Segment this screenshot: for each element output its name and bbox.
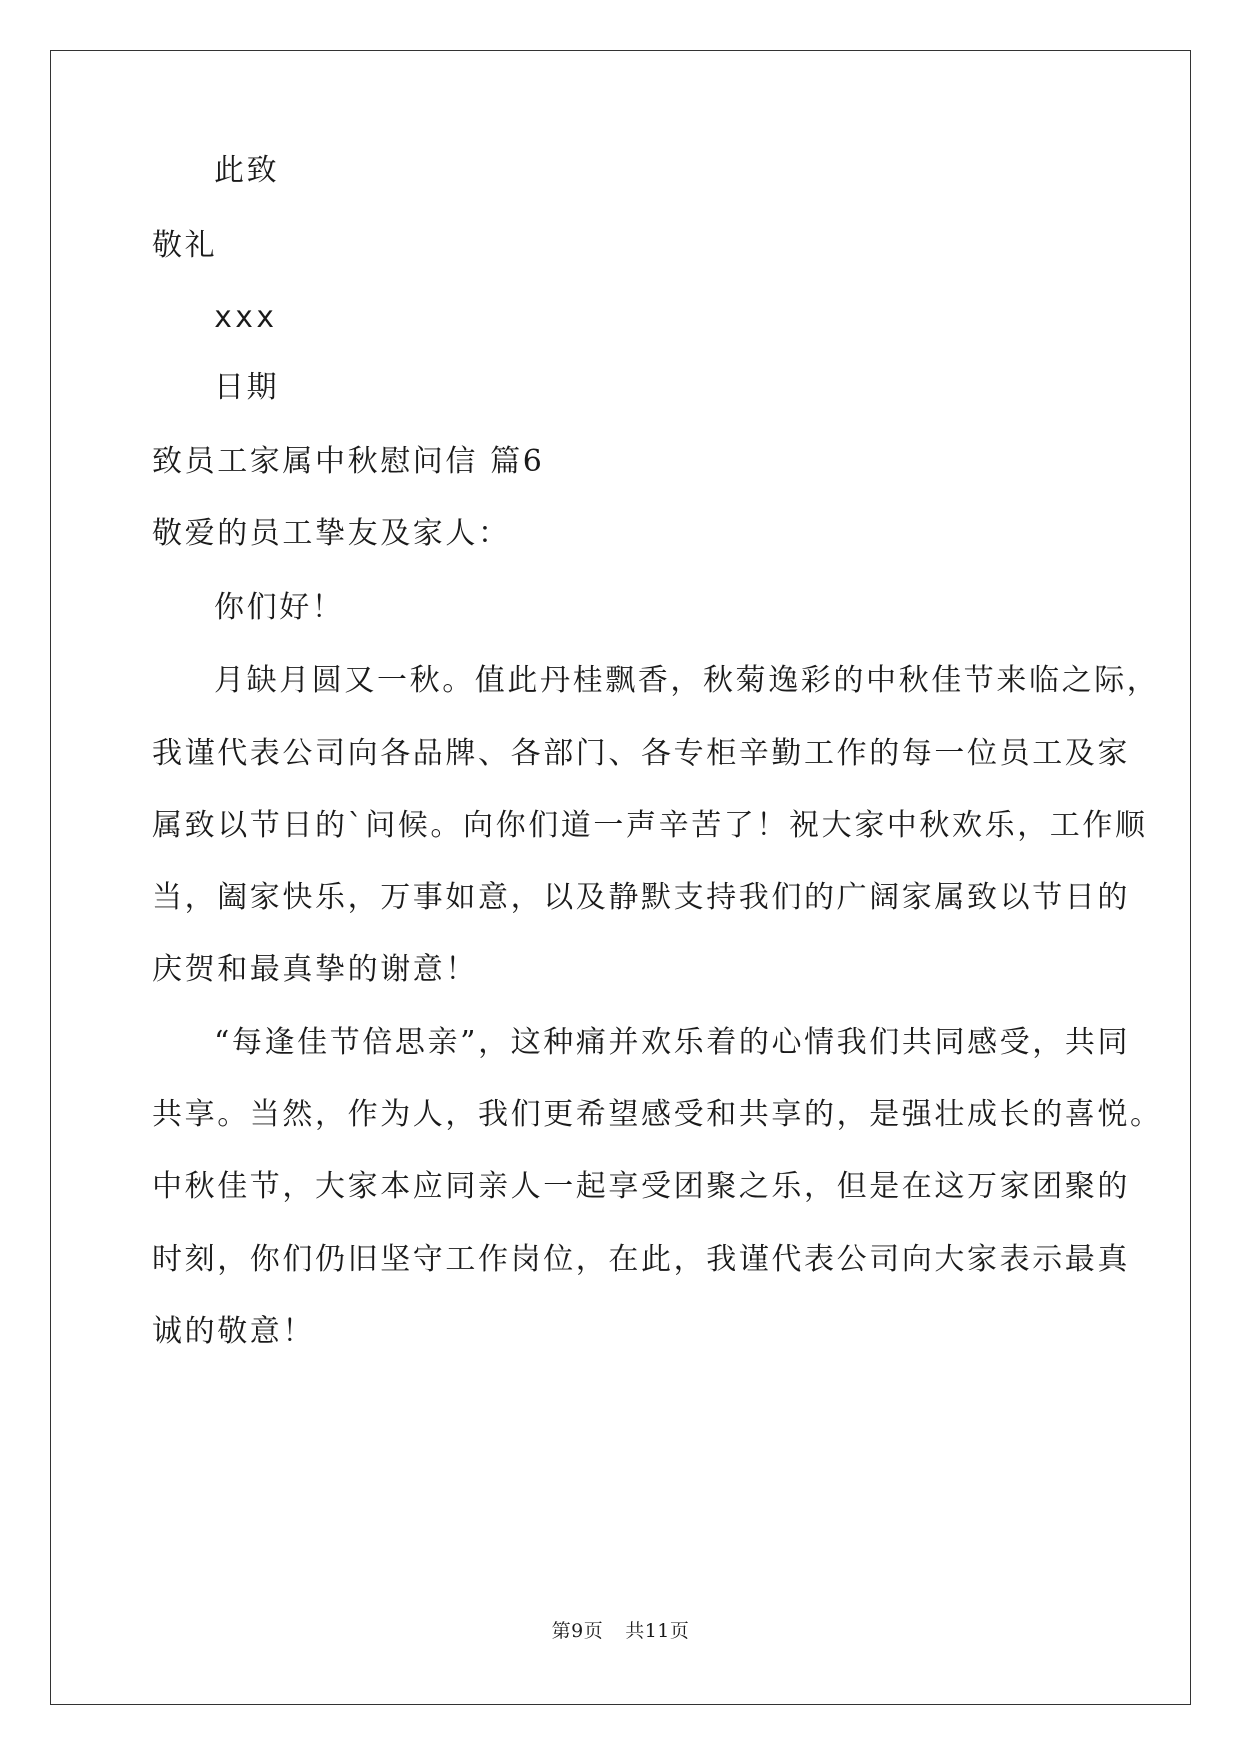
- paragraph-line: 中秋佳节，大家本应同亲人一起享受团聚之乐，但是在这万家团聚的: [152, 1169, 1130, 1204]
- paragraph-line: “每逢佳节倍思亲”，这种痛并欢乐着的心情我们共同感受，共同: [214, 1025, 1131, 1060]
- page-total: 共11页: [625, 1620, 690, 1642]
- paragraph-line: 时刻，你们仍旧坚守工作岗位，在此，我谨代表公司向大家表示最真: [152, 1242, 1130, 1277]
- closing-cizhi: 此致: [214, 153, 280, 188]
- paragraph-line: 诚的敬意！: [152, 1314, 315, 1349]
- greeting: 你们好！: [214, 590, 345, 625]
- paragraph-line: 月缺月圆又一秋。值此丹桂飘香，秋菊逸彩的中秋佳节来临之际，: [214, 663, 1160, 698]
- date-line: 日期: [214, 370, 280, 405]
- paragraph-line: 属致以节日的`问候。向你们道一声辛苦了！祝大家中秋欢乐，工作顺: [152, 808, 1148, 843]
- page-frame: [50, 50, 1191, 1705]
- closing-jingli: 敬礼: [152, 228, 218, 263]
- paragraph-line: 庆贺和最真挚的谢意！: [152, 952, 478, 987]
- page-number: 第9页: [551, 1620, 604, 1642]
- signature: xxx: [214, 300, 278, 335]
- page-footer: [0, 1619, 1241, 1643]
- paragraph-line: 我谨代表公司向各品牌、各部门、各专柜辛勤工作的每一位员工及家: [152, 736, 1130, 771]
- section-title: 致员工家属中秋慰问信 篇6: [152, 444, 545, 479]
- paragraph-line: 共享。当然，作为人，我们更希望感受和共享的，是强壮成长的喜悦。: [152, 1097, 1163, 1132]
- paragraph-line: 当，阖家快乐，万事如意，以及静默支持我们的广阔家属致以节日的: [152, 880, 1130, 915]
- salutation: 敬爱的员工挚友及家人：: [152, 516, 511, 551]
